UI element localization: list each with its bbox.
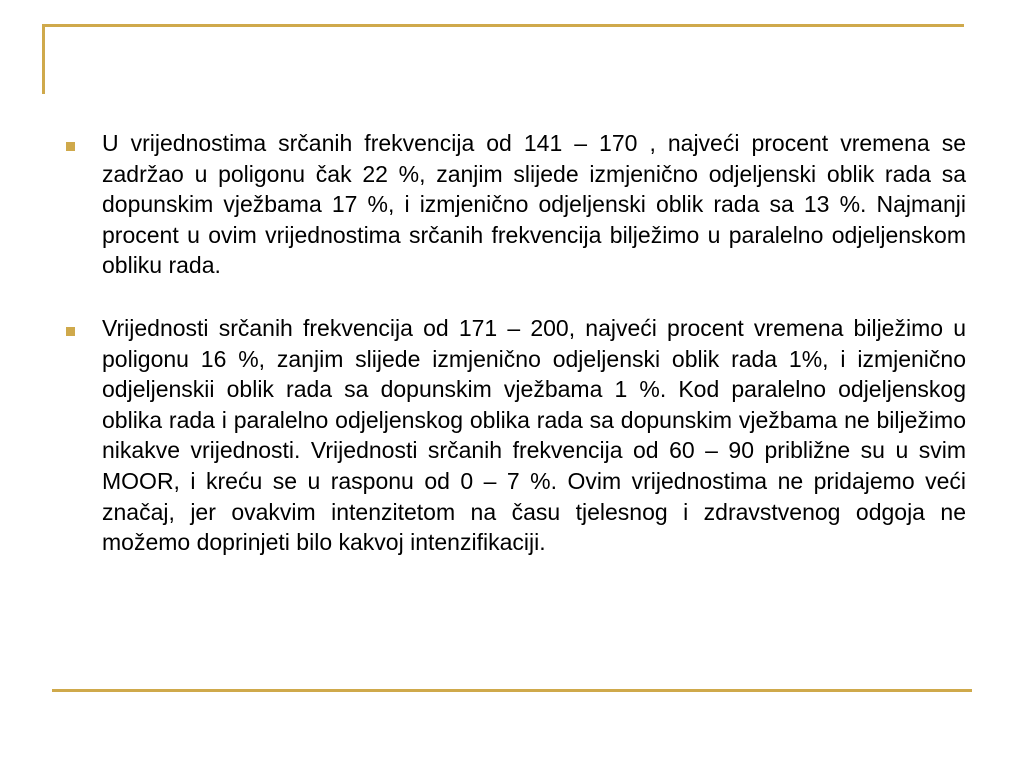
slide-content (60, 128, 966, 590)
square-bullet-icon (66, 327, 75, 336)
frame-left-line (42, 24, 45, 94)
frame-bottom-line (52, 689, 972, 692)
bullet-item (60, 313, 966, 558)
frame-top-line (42, 24, 964, 27)
bullet-item (60, 128, 966, 281)
bullet-text: Vrijednosti srčanih frekvencija od 171 – 200, najveći procent vremena bilježimo u poligonu 16 %, zanjim slijede izmjenično odjeljenski oblik rada 1%, i izmjenično odjeljenskii oblik rada sa dopunskim vježbama 1 %. Kod paralelno odjeljenskog oblika rada i paralelno odjeljenskog oblika rada sa dopunskim vježbama ne bilježimo nikakve vrijednosti. Vrijednosti srčanih frekvencija od 60 – 90 približne su u svim MOOR, i kreću se u rasponu od 0 – 7 %. Ovim vrijednostima ne pridajemo veći značaj, jer ovakvim intenzitetom na času tjelesnog i zdravstvenog odgoja ne možemo doprinjeti bilo kakvoj intenzifikaciji. (102, 314, 966, 556)
bullet-text: U vrijednostima srčanih frekvencija od 141 – 170 , najveći procent vremena se zadržao u poligonu čak 22 %, zanjim slijede izmjenično odjeljenski oblik rada sa dopunskim vježbama 17 %, i izmjenično odjeljenski oblik rada sa 13 %. Najmanji procent u ovim vrijednostima srčanih frekvencija bilježimo u paralelno odjeljenskom obliku rada. (102, 130, 966, 279)
square-bullet-icon (66, 142, 75, 151)
